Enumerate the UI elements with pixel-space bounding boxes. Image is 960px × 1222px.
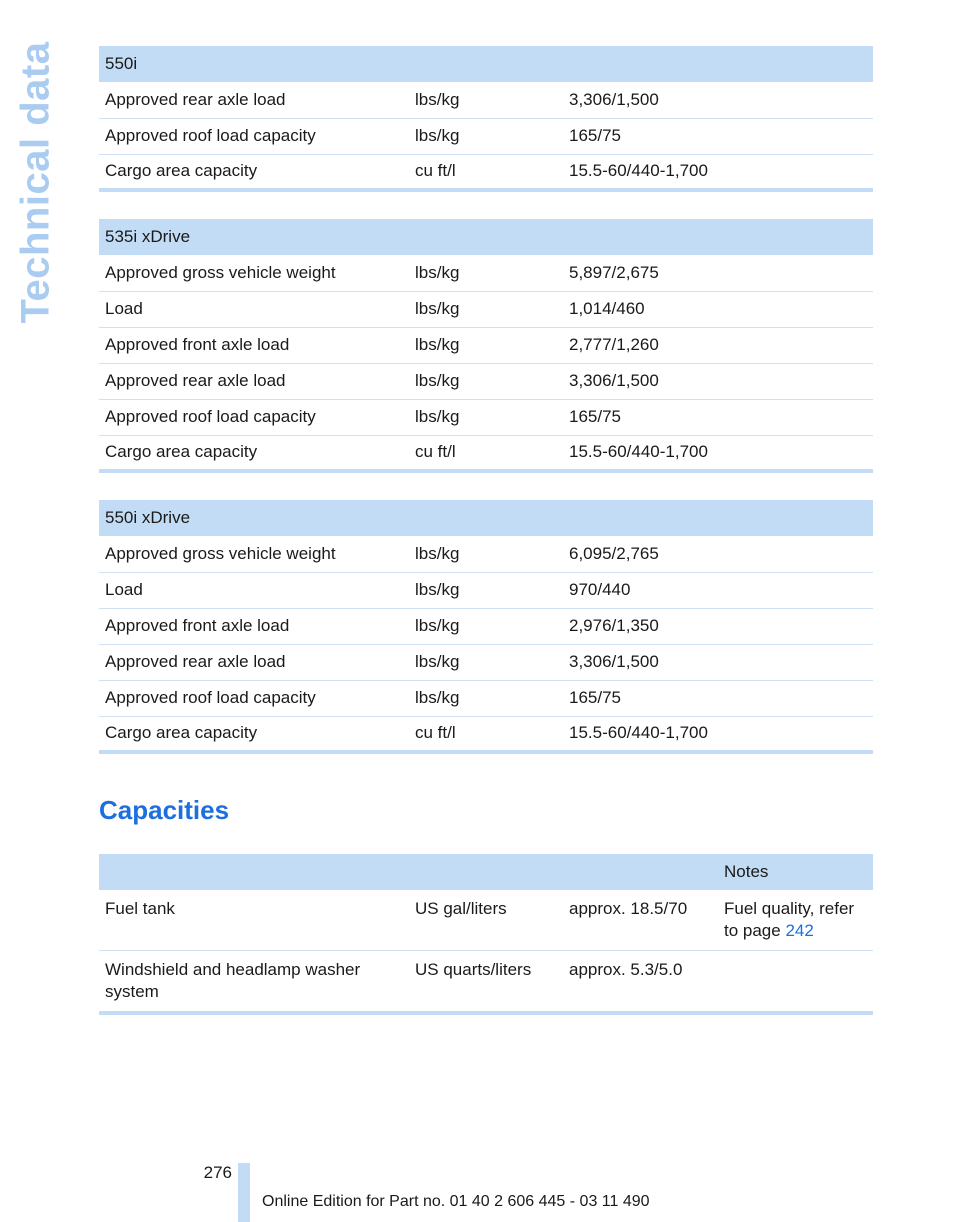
row-value: approx. 5.3/5.0 [563,951,718,1014]
row-unit: US quarts/liters [409,951,563,1014]
table-row [99,680,873,716]
row-unit: lbs/kg [409,644,563,680]
row-label: Cargo area capacity [99,716,409,752]
row-value: 5,897/2,675 [563,255,873,291]
table-row [99,608,873,644]
row-unit: lbs/kg [409,327,563,363]
capacities-table [99,854,873,1015]
table-row [99,435,873,471]
section-heading-capacities: Capacities [99,795,230,825]
side-title-text: Technical data [13,41,58,323]
table-row [99,291,873,327]
row-value: 15.5-60/440-1,700 [563,154,873,190]
row-label: Approved front axle load [99,608,409,644]
row-unit: cu ft/l [409,716,563,752]
row-label: Fuel tank [99,890,409,951]
row-value: 970/440 [563,572,873,608]
spec-table-550i [99,46,873,192]
row-unit: US gal/liters [409,890,563,951]
table-row [99,82,873,118]
row-unit: lbs/kg [409,536,563,572]
row-value: 165/75 [563,399,873,435]
row-unit: lbs/kg [409,118,563,154]
table-row [99,572,873,608]
row-unit: lbs/kg [409,572,563,608]
table-row [99,363,873,399]
row-label: Windshield and headlamp washer system [99,951,409,1014]
table-header [99,219,873,255]
notes-header: Notes [718,854,873,890]
row-label: Cargo area capacity [99,154,409,190]
row-value: 1,014/460 [563,291,873,327]
footer-bar [238,1163,250,1222]
row-unit: lbs/kg [409,291,563,327]
row-label: Approved roof load capacity [99,399,409,435]
row-value: 2,777/1,260 [563,327,873,363]
table-row [99,644,873,680]
row-unit: cu ft/l [409,435,563,471]
row-value: 3,306/1,500 [563,644,873,680]
table-row [99,118,873,154]
row-label: Approved gross vehicle weight [99,536,409,572]
row-value: 165/75 [563,118,873,154]
row-unit: lbs/kg [409,680,563,716]
note-text: Fuel quality, refer to page [724,899,855,940]
table-heading: 550i [99,46,873,82]
row-label: Cargo area capacity [99,435,409,471]
table-row [99,951,873,1014]
table-row [99,890,873,951]
table-row [99,716,873,752]
table-row [99,327,873,363]
page-link[interactable]: 242 [785,921,814,940]
row-label: Load [99,291,409,327]
row-unit: lbs/kg [409,608,563,644]
row-label: Approved rear axle load [99,363,409,399]
row-label: Load [99,572,409,608]
table-header [99,854,873,890]
table-row [99,536,873,572]
row-value: 2,976/1,350 [563,608,873,644]
row-value: 165/75 [563,680,873,716]
row-label: Approved rear axle load [99,82,409,118]
table-heading: 550i xDrive [99,500,873,536]
row-note [718,890,873,951]
row-label: Approved rear axle load [99,644,409,680]
row-value: 6,095/2,765 [563,536,873,572]
row-unit: cu ft/l [409,154,563,190]
row-unit: lbs/kg [409,399,563,435]
row-value: 3,306/1,500 [563,363,873,399]
spec-table-535i-xdrive [99,219,873,473]
side-title [0,41,72,323]
row-value: 15.5-60/440-1,700 [563,435,873,471]
row-unit: lbs/kg [409,363,563,399]
row-value: approx. 18.5/70 [563,890,718,951]
table-row [99,154,873,190]
row-value: 15.5-60/440-1,700 [563,716,873,752]
table-header [99,500,873,536]
table-header [99,46,873,82]
table-row [99,399,873,435]
table-heading: 535i xDrive [99,219,873,255]
table-row [99,255,873,291]
footer-text: Online Edition for Part no. 01 40 2 606 445 - 03 11 490 [262,1193,650,1210]
row-label: Approved gross vehicle weight [99,255,409,291]
row-label: Approved front axle load [99,327,409,363]
row-label: Approved roof load capacity [99,680,409,716]
row-unit: lbs/kg [409,82,563,118]
page-number: 276 [203,1163,232,1182]
spec-table-550i-xdrive [99,500,873,754]
row-unit: lbs/kg [409,255,563,291]
row-label: Approved roof load capacity [99,118,409,154]
row-value: 3,306/1,500 [563,82,873,118]
